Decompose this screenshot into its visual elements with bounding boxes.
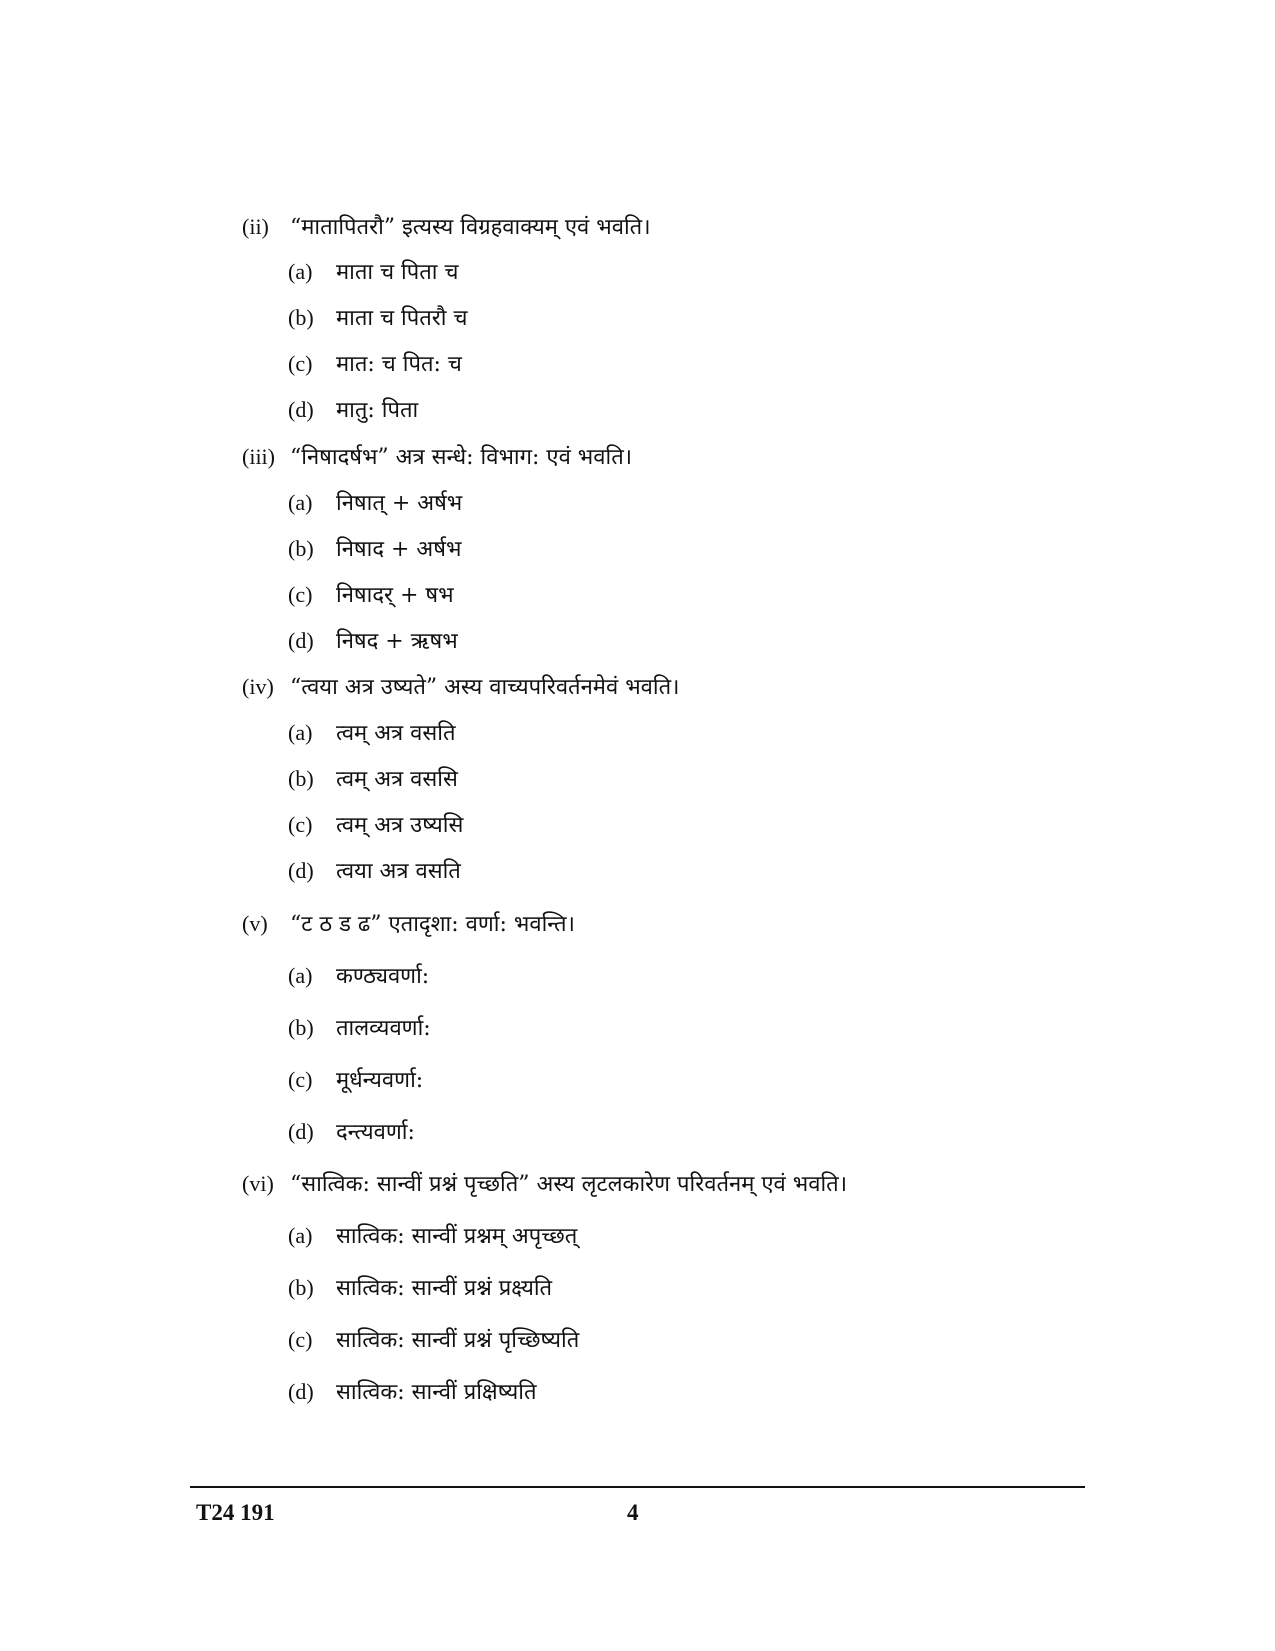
question-number: (ii) (242, 214, 269, 239)
option-vi-d[interactable] (288, 1378, 537, 1407)
question-text: “ट ठ ड ढ” एतादृशा: वर्णा: भवन्ति। (290, 912, 575, 937)
option-label: (c) (288, 1067, 313, 1092)
option-v-d[interactable] (288, 1118, 415, 1147)
question-number: (iv) (242, 674, 274, 699)
paper-code: T24 191 (196, 1500, 275, 1525)
option-text: माता च पिता च (336, 260, 459, 285)
option-text: निषात् + अर्षभ (336, 491, 463, 516)
option-label: (a) (288, 720, 313, 745)
option-v-c[interactable] (288, 1066, 423, 1095)
option-vi-b[interactable] (288, 1274, 552, 1303)
option-text: कण्ठ्यवर्णा: (336, 964, 430, 989)
option-text: निषद + ऋषभ (336, 629, 458, 654)
option-label: (d) (288, 1119, 314, 1144)
option-text: निषाद + अर्षभ (336, 537, 462, 562)
option-iii-a[interactable] (288, 489, 462, 518)
option-text: मूर्धन्यवर्णा: (336, 1068, 424, 1093)
option-text: तालव्यवर्णा: (336, 1016, 431, 1041)
option-label: (b) (288, 305, 314, 330)
option-text: त्वम् अत्र उष्यसि (336, 813, 464, 838)
option-text: सात्विक: सान्वीं प्रश्नम् अपृच्छत् (336, 1224, 578, 1249)
option-label: (d) (288, 397, 314, 422)
question-text: “त्वया अत्र उष्यते” अस्य वाच्यपरिवर्तनमेवं भवति। (290, 675, 680, 700)
question-iv (242, 673, 679, 702)
option-text: निषादर् + षभ (336, 583, 454, 608)
option-label: (a) (288, 259, 313, 284)
option-ii-a[interactable] (288, 258, 458, 287)
option-label: (c) (288, 812, 313, 837)
option-label: (c) (288, 582, 313, 607)
option-label: (d) (288, 1379, 314, 1404)
option-ii-d[interactable] (288, 396, 418, 425)
question-text: “सात्विक: सान्वीं प्रश्नं पृच्छति” अस्य लृटलकारेण परिवर्तनम् एवं भवति। (290, 1172, 848, 1197)
question-vi (242, 1170, 847, 1199)
question-number: (v) (242, 911, 268, 936)
option-text: सात्विक: सान्वीं प्रश्नं पृच्छिष्यति (336, 1328, 580, 1353)
question-text: “मातापितरौ” इत्यस्य विग्रहवाक्यम् एवं भवति। (290, 215, 651, 240)
option-iv-d[interactable] (288, 857, 461, 886)
page-number: 4 (627, 1500, 639, 1525)
option-text: दन्त्यवर्णा: (336, 1120, 415, 1145)
option-iv-a[interactable] (288, 719, 456, 748)
option-iv-c[interactable] (288, 811, 463, 840)
option-label: (b) (288, 1015, 314, 1040)
option-ii-c[interactable] (288, 350, 462, 379)
option-label: (a) (288, 963, 313, 988)
option-text: त्वया अत्र वसति (336, 859, 461, 884)
option-text: सात्विक: सान्वीं प्रक्षिष्यति (336, 1380, 537, 1405)
option-iv-b[interactable] (288, 765, 458, 794)
question-iii (242, 443, 632, 472)
option-v-b[interactable] (288, 1014, 431, 1043)
option-text: मातु: पिता (336, 398, 419, 423)
option-text: माता च पितरौ च (336, 306, 468, 331)
option-label: (b) (288, 766, 314, 791)
question-v (242, 910, 575, 939)
option-vi-c[interactable] (288, 1326, 579, 1355)
option-iii-d[interactable] (288, 627, 458, 656)
option-label: (b) (288, 1275, 314, 1300)
option-text: सात्विक: सान्वीं प्रश्नं प्रक्ष्यति (336, 1276, 553, 1301)
option-label: (a) (288, 490, 313, 515)
option-v-a[interactable] (288, 962, 429, 991)
option-label: (b) (288, 536, 314, 561)
option-iii-b[interactable] (288, 535, 461, 564)
option-text: त्वम् अत्र वससि (336, 767, 458, 792)
option-label: (c) (288, 351, 313, 376)
option-text: त्वम् अत्र वसति (336, 721, 456, 746)
option-text: मात: च पित: च (336, 352, 462, 377)
option-label: (c) (288, 1327, 313, 1352)
option-label: (a) (288, 1223, 313, 1248)
question-number: (iii) (242, 444, 275, 469)
option-vi-a[interactable] (288, 1222, 577, 1251)
option-label: (d) (288, 628, 314, 653)
question-text: “निषादर्षभ” अत्र सन्धे: विभाग: एवं भवति। (290, 445, 633, 470)
footer-divider (190, 1486, 1085, 1488)
question-ii (242, 213, 651, 242)
question-number: (vi) (242, 1171, 274, 1196)
option-ii-b[interactable] (288, 304, 467, 333)
option-iii-c[interactable] (288, 581, 454, 610)
option-label: (d) (288, 858, 314, 883)
